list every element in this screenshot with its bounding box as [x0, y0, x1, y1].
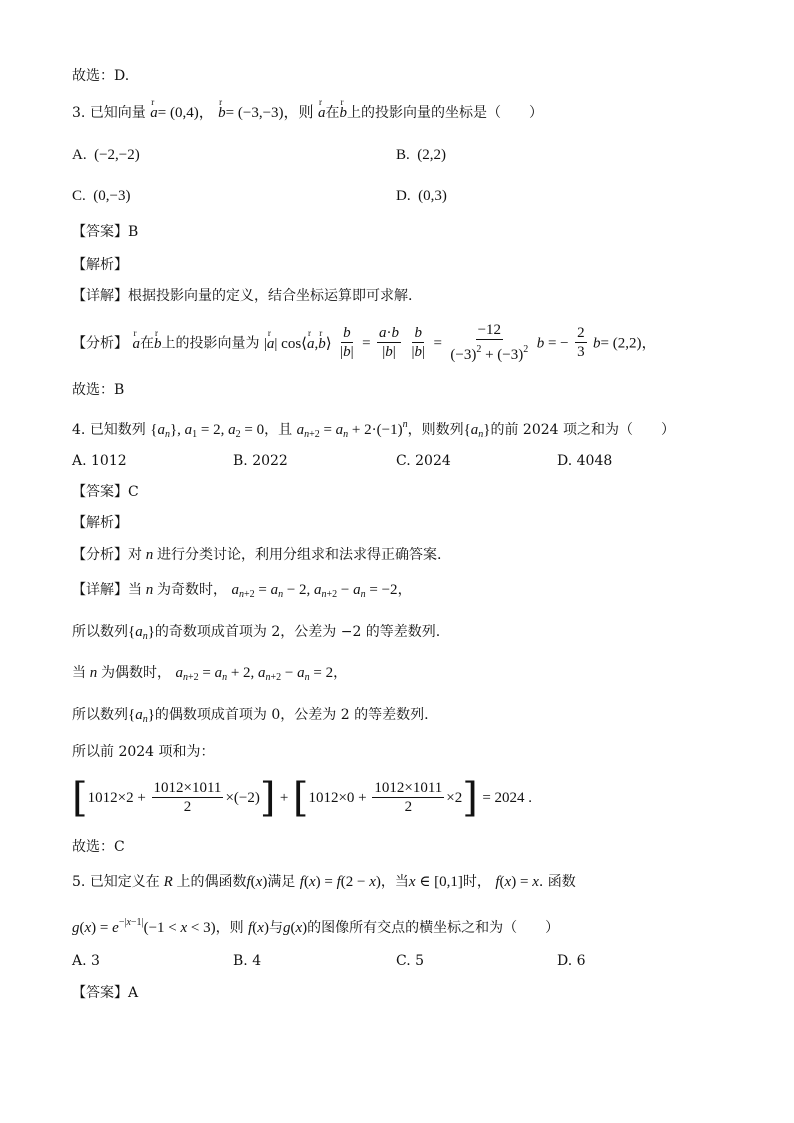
q4-option-b: B. 2022 [233, 453, 288, 469]
q4-option-d: D. 4048 [557, 453, 613, 469]
q4-even: 当 n 为偶数时， $a_{n+2} = a_n + 2$, $a_{n+2} - a_n = 2$， [72, 665, 348, 683]
prev-choice: 故选：D. [72, 68, 130, 84]
q3-answer: 【答案】B [72, 224, 139, 240]
q3-detail: 【详解】根据投影向量的定义，结合坐标运算即可求解. [72, 288, 413, 304]
q5-stem-line2: $g(x) = e^{-|x-1|}(-1 < x < 3)$，则 f(x)与g(x)的图像所有交点的横坐标之和为（ ） [72, 917, 560, 936]
q5-stem-line1: 5. 已知定义在 R 上的偶函数f(x)满足 f(x) = f(2 − x)，当x ∈ [0,1]时， f(x) = x. 函数 [72, 874, 576, 890]
q5-option-c: C. 5 [396, 953, 425, 969]
q4-answer: 【答案】C [72, 484, 139, 500]
q4-sum-formula: [1012×2 + $\frac{1012\times 1011}{2}$ ×(−2)] + [1012×0 + $\frac{1012\times 1011}{2}$ ×2] = 2024 . [72, 775, 533, 821]
q3-analysis: 【分析】 r a在r b上的投影向量为 |r a| cos⟨r a,r b⟩ $\frac{b}{|b|}$ = $\frac{a\cdot b}{|b|}$ $\frac{b}{|b|}$ = $\frac{-12}{(-3)^2 + (-3)^2}$ b = − $\frac{2}{3}$ b= (2,2)， [72, 322, 656, 365]
q5-option-b: B. 4 [233, 953, 262, 969]
q3-choose: 故选：B [72, 382, 125, 398]
q3-option-d: D. (0,3) [396, 188, 447, 204]
q3-stem: 3. 已知向量 r a= (0,4)， r b= (−3,−3)，则 r a在r b上的投影向量的坐标是（ ） [72, 103, 543, 123]
q4-sum-intro: 所以前 2024 项和为： [72, 744, 215, 760]
q3-jiexi: 【解析】 [72, 257, 128, 273]
q4-odd-conclusion: 所以数列$\{a_n\}$的奇数项成首项为 2，公差为 −2 的等差数列. [72, 624, 441, 642]
q3-option-c: C. (0,−3) [72, 188, 131, 204]
q5-option-a: A. 3 [72, 953, 100, 969]
q3-option-a: A. (−2,−2) [72, 147, 140, 163]
q4-stem: 4. 已知数列 $\{a_n\}$, $a_1 = 2$, $a_2 = 0$，且 $a_{n+2} = a_n + 2\cdot(-1)^n$，则数列$\{a_n\}$的前 2024 项之和为（ ） [72, 419, 676, 440]
q3-option-b: B. (2,2) [396, 147, 447, 163]
q4-option-c: C. 2024 [396, 453, 451, 469]
q4-analysis: 【分析】对 n 进行分类讨论，利用分组求和法求得正确答案. [72, 547, 442, 563]
q5-option-d: D. 6 [557, 953, 586, 969]
q4-even-conclusion: 所以数列$\{a_n\}$的偶数项成首项为 0，公差为 2 的等差数列. [72, 707, 429, 725]
q4-choose: 故选：C [72, 839, 125, 855]
q4-detail: 【详解】当 n 为奇数时， $a_{n+2} = a_n - 2$, $a_{n+2} - a_n = -2$， [72, 582, 412, 600]
q4-jiexi: 【解析】 [72, 515, 128, 531]
q4-option-a: A. 1012 [72, 453, 127, 469]
q5-answer: 【答案】A [72, 985, 139, 1001]
